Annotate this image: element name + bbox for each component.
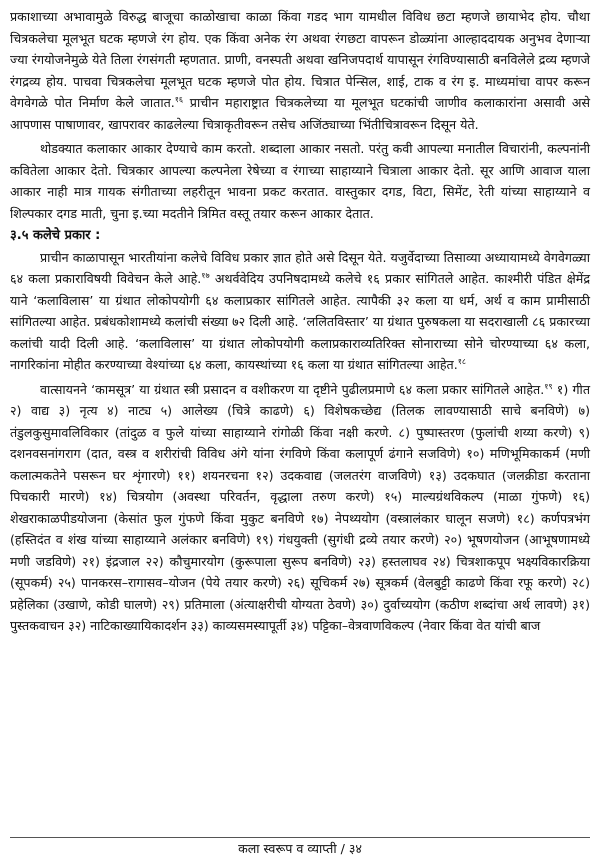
paragraph-light-shade-color-texture [10, 6, 590, 135]
paragraph-text-continued: अथर्ववेदिय उपनिषदामध्ये कलेचे १६ प्रकार सांगितले आहेत. काश्मीरी पंडित क्षेमेंद्र याने ‘कलाविलास’ या ग्रंथात लोकोपयोगी ६४ कलाप्रकार सांगितले आहेत. त्यापैकी ३२ कला या धर्म, अर्थ व काम प्रामीसाठी सांगितल्या आहेत. प्रबंधकोशामध्ये कलांची संख्या ७२ दिली आहे. ‘ललितविस्तार’ या ग्रंथात पुरुषकला या सदराखाली ८६ प्रकारच्या कलांची यादी दिली आहे. ‘कलाविलास’ या ग्रंथात लोकोपयोगी कलाप्रकाराव्यतिरिक्त सोनाराच्या सोने चोरण्याच्या ६४ कला, नागरिकांना मोहीत करण्याच्या वेश्यांच्या ६४ कला, कायस्थांच्या १६ कला या ग्रंथात सांगितल्या आहेत. [10, 271, 591, 372]
section-heading: ३.५ कलेचे प्रकार : [10, 228, 101, 243]
paragraph-text-continued: प्राचीन महाराष्ट्रात चित्रकलेच्या या मूलभूत घटकांची जाणीव कलाकारांना असावी असे आपणास पाषाणावर, खापरावर काढलेल्या चित्राकृतीवरून तसेच अजिंठ्याच्या भिंतीचित्रावरून दिसून येते. [10, 95, 590, 132]
paragraph-text: प्रकाशाच्या अभावामुळे विरुद्ध बाजूचा काळोखाचा काळा किंवा गडद भाग यामधील विविध छटा म्हणजे छायाभेद होय. चौथा चित्रकलेचा मूलभूत घटक म्हणजे रंग होय. एक किंवा अनेक रंग अथवा रंगछटा वापरून डोळ्यांना आल्हाददायक अनुभव देणाऱ्या ज्या रंगयोजनेमुळे येते तिला रंगसंगती म्हणतात. प्राणी, वनस्पती अथवा खनिजपदार्थ यापासून रंगविण्यासाठी बनविलेले द्रव्य म्हणजे रंगद्रव्य होय. पाचवा चित्रकलेचा मूलभूत घटक म्हणजे पोत होय. चित्रात पेन्सिल, शाई, टाक व रंग इ. माध्यमांचा वापर करून वेगवेगळे पोत निर्माण केले जातात. [10, 9, 590, 110]
page-footer: कला स्वरूप व व्याप्ती / ३४ [238, 841, 362, 856]
footnote-ref: १८ [457, 356, 467, 366]
footnote-ref: १९ [544, 381, 553, 391]
paragraph-ancient-art-types [10, 247, 590, 376]
footnote-ref: १६ [174, 94, 184, 104]
paragraph-text-continued: १) गीत २) वाद्य ३) नृत्य ४) नाट्य ५) आलेख्य (चित्रे काढणे) ६) विशेषकच्छेद्य (तिलक लावण्यासाठी साचे बनविणे) ७) तंडुलकुसुमावलिविकार (तांदुळ व फुले यांच्या साहाय्याने रांगोळी किंवा नक्षी करणे. ८) पुष्पास्तरण (फुलांची शय्या करणे) ९) दशनवसनांगराग (दात, वस्त्र व शरीरांची विविध अंगे यांना रंगविणे किंवा कलापूर्ण ढंगाने सजविणे) १०) मणिभूमिकाकर्म (मणी कलात्मकतेने पसरून घर शृंगारणे) ११) शयनरचना १२) उदकवाद्य (जलतरंग वाजविणे) १३) उदकघात (जलक्रीडा करताना पिचकारी मारणे) १४) चित्रयोग (अवस्था परिवर्तन, वृद्धाला तरुण करणे) १५) माल्यग्रंथविकल्प (माळा गुंफणे) १६) शेखराकाळपीडयोजना (केसांत फुल गुंफणे किंवा मुकुट बनविणे १७) नेपथ्ययोग (वस्त्रालंकार घालून सजणे) १८) कर्णपत्रभंग (हस्तिदंत व शंख यांच्या साहाय्याने अलंकार बनविणे) १९) गंधयुक्ती (सुगंधी द्रव्ये तयार करणे) २०) भूषणयोजन (आभूषणामध्ये मणी जडविणे) २१) इंद्रजाल २२) कौचुमारयोग (कुरूपाला सुरूप बनविणे) २३) हस्तलाघव २४) चित्रशाकपूप भक्ष्यविकारक्रिया (सूपकर्म) २५) पानकरस–रागासव–योजन (पेये तयार करणे) २६) सूचिकर्म २७) सूत्रकर्म (वेलबुट्टी काढणे किंवा रफू करणे) २८) प्रहेलिका (उखाणे, कोडी घालणे) २९) प्रतिमाला (अंत्याक्षरीची योग्यता ठेवणे) ३०) दुर्वाच्ययोग (कठीण शब्दांचा अर्थ लावणे) ३१) पुस्तकवाचन ३२) नाटिकाख्यायिकादर्शन ३३) काव्यसमस्यापूर्ती ३४) पट्टिका–वेत्रवाणविकल्प (नेवार किंवा वेत यांची बाज [10, 381, 591, 633]
paragraph-artist-gives-form [10, 138, 590, 224]
paragraph-text: प्राचीन काळापासून भारतीयांना कलेचे विविध प्रकार ज्ञात होते असे दिसून येते. यजुर्वेदाच्या तिसाव्या अध्यायामध्ये वेगवेगळ्या ६४ कला प्रकाराविषयी विवेचन केले आहे. [10, 249, 590, 286]
paragraph-kamasutra-64-arts [10, 379, 590, 637]
paragraph-text: वात्सायनने ‘कामसूत्र’ या ग्रंथात स्त्री प्रसादन व वशीकरण या दृष्टीने पुढीलप्रमाणे ६४ कला प्रकार सांगितले आहेत. [40, 381, 545, 397]
footer-divider [10, 837, 590, 838]
footnote-ref: १७ [201, 270, 210, 280]
paragraph-text: थोडक्यात कलाकार आकार देण्याचे काम करतो. शब्दाला आकार नसतो. परंतु कवी आपल्या मनातील विचारांनी, कल्पनांनी कवितेला आकार देतो. चित्रकार आपल्या कल्पनेला रेषेच्या व रंगाच्या साहाय्याने चित्राला आकार देतो. सूर आणि आवाज याला आकार नाही मात्र गायक संगीताच्या लहरीतून भावना प्रकट करतात. वास्तुकार दगड, विटा, सिमेंट, रेती यांच्या साहाय्याने व शिल्पकार दगड माती, चुना इ.च्या मदतीने त्रिमित वस्तू तयार करून आकार देतात. [10, 141, 590, 221]
